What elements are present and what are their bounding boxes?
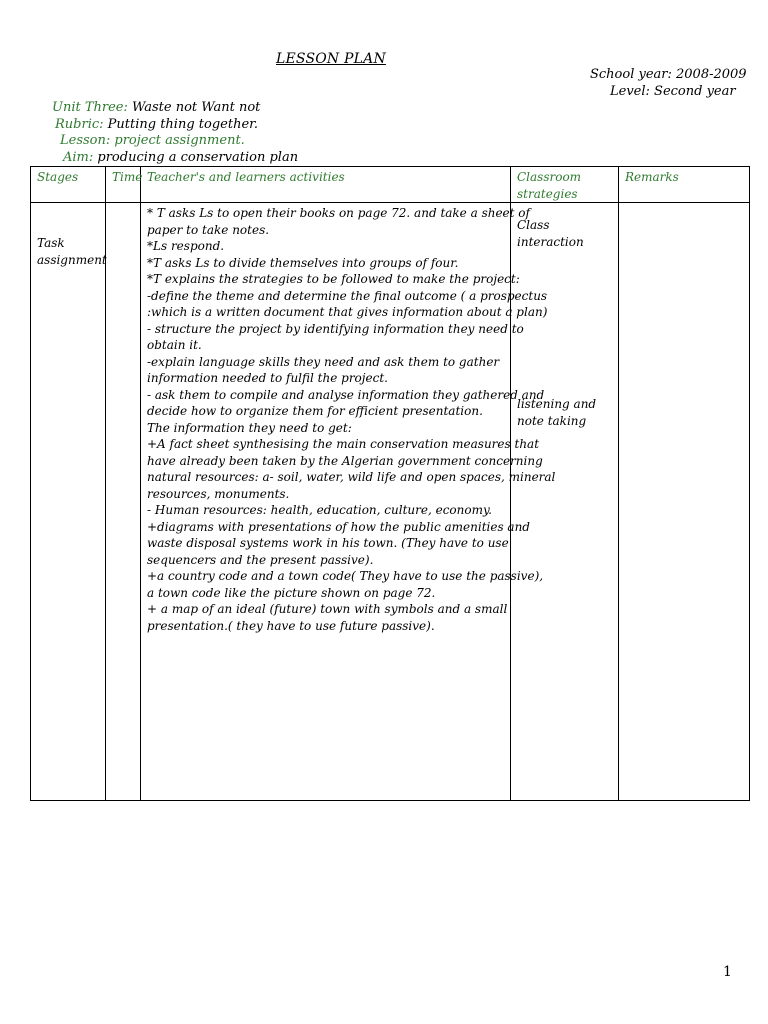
aim-value: producing a conservation plan	[93, 150, 299, 165]
time-cell	[106, 203, 141, 801]
header-time: Time	[106, 167, 141, 203]
unit-value: Waste not Want not	[127, 100, 261, 115]
strategy-class-interaction: Class interaction	[517, 218, 584, 249]
activity-line: - structure the project by identifying information they need to	[147, 321, 524, 336]
activity-line: -explain language skills they need and ask them to gather	[147, 354, 500, 369]
page-title: LESSON PLAN	[276, 51, 386, 67]
activity-line: presentation.( they have to use future passive).	[147, 618, 435, 633]
activity-line: *T explains the strategies to be followed to make the project:	[147, 272, 520, 286]
activity-line: +a country code and a town code( They have to use the passive),	[147, 569, 544, 583]
level: Level: Second year	[610, 84, 736, 99]
header-remarks: Remarks	[619, 167, 750, 203]
rubric-label: Rubric:	[55, 117, 104, 132]
activity-line: paper to take notes.	[147, 222, 270, 237]
activity-line: +diagrams with presentations of how the public amenities and	[147, 519, 530, 534]
header-activities: Teacher's and learners activities	[141, 167, 511, 203]
activity-line: waste disposal systems work in his town. (They have to use	[147, 536, 509, 550]
header-stages: Stages	[31, 167, 106, 203]
lesson-plan-table	[30, 166, 750, 801]
strategy-listening: listening and note taking	[517, 397, 597, 428]
stage-text: Task assignment	[37, 236, 107, 267]
stage-cell	[31, 203, 106, 801]
activity-line: + a map of an ideal (future) town with symbols and a small	[147, 602, 508, 616]
rubric-line	[55, 117, 258, 132]
rubric-value: Putting thing together.	[103, 117, 259, 132]
activity-line: * T asks Ls to open their books on page 72. and take a sheet of	[147, 206, 530, 220]
table-header-row	[31, 167, 750, 203]
remarks-cell	[619, 203, 750, 801]
activity-line: sequencers and the present passive).	[147, 552, 374, 567]
activity-line: a town code like the picture shown on page 72.	[147, 585, 436, 600]
table-row	[31, 203, 750, 801]
activity-line: *Ls respond.	[147, 239, 225, 253]
activity-line: decide how to organize them for efficient presentation.	[147, 404, 483, 418]
aim-label: Aim:	[63, 150, 94, 165]
activity-line: have already been taken by the Algerian government concerning	[147, 453, 543, 468]
school-year: School year: 2008-2009	[590, 67, 747, 82]
aim-line	[63, 150, 298, 165]
activity-line: The information they need to get:	[147, 420, 352, 435]
unit-line	[52, 100, 260, 115]
activity-line: information needed to fulfil the project.	[147, 371, 388, 385]
activity-line: +A fact sheet synthesising the main conservation measures that	[147, 437, 540, 451]
activity-line: *T asks Ls to divide themselves into groups of four.	[147, 255, 459, 270]
lesson-line: Lesson: project assignment.	[60, 133, 245, 148]
activity-line: - Human resources: health, education, culture, economy.	[147, 503, 492, 517]
unit-label: Unit Three:	[52, 100, 128, 115]
activity-line: natural resources: a- soil, water, wild life and open spaces, mineral	[147, 470, 556, 484]
activity-line: - ask them to compile and analyse information they gathered and	[147, 387, 545, 402]
activity-line: resources, monuments.	[147, 486, 290, 501]
activity-line: -define the theme and determine the final outcome ( a prospectus	[147, 288, 548, 303]
header-strategies: Classroom strategies	[511, 167, 619, 203]
page-number: 1	[723, 964, 732, 980]
activity-line: obtain it.	[147, 338, 202, 352]
activity-line: :which is a written document that gives information about a plan)	[147, 305, 548, 319]
